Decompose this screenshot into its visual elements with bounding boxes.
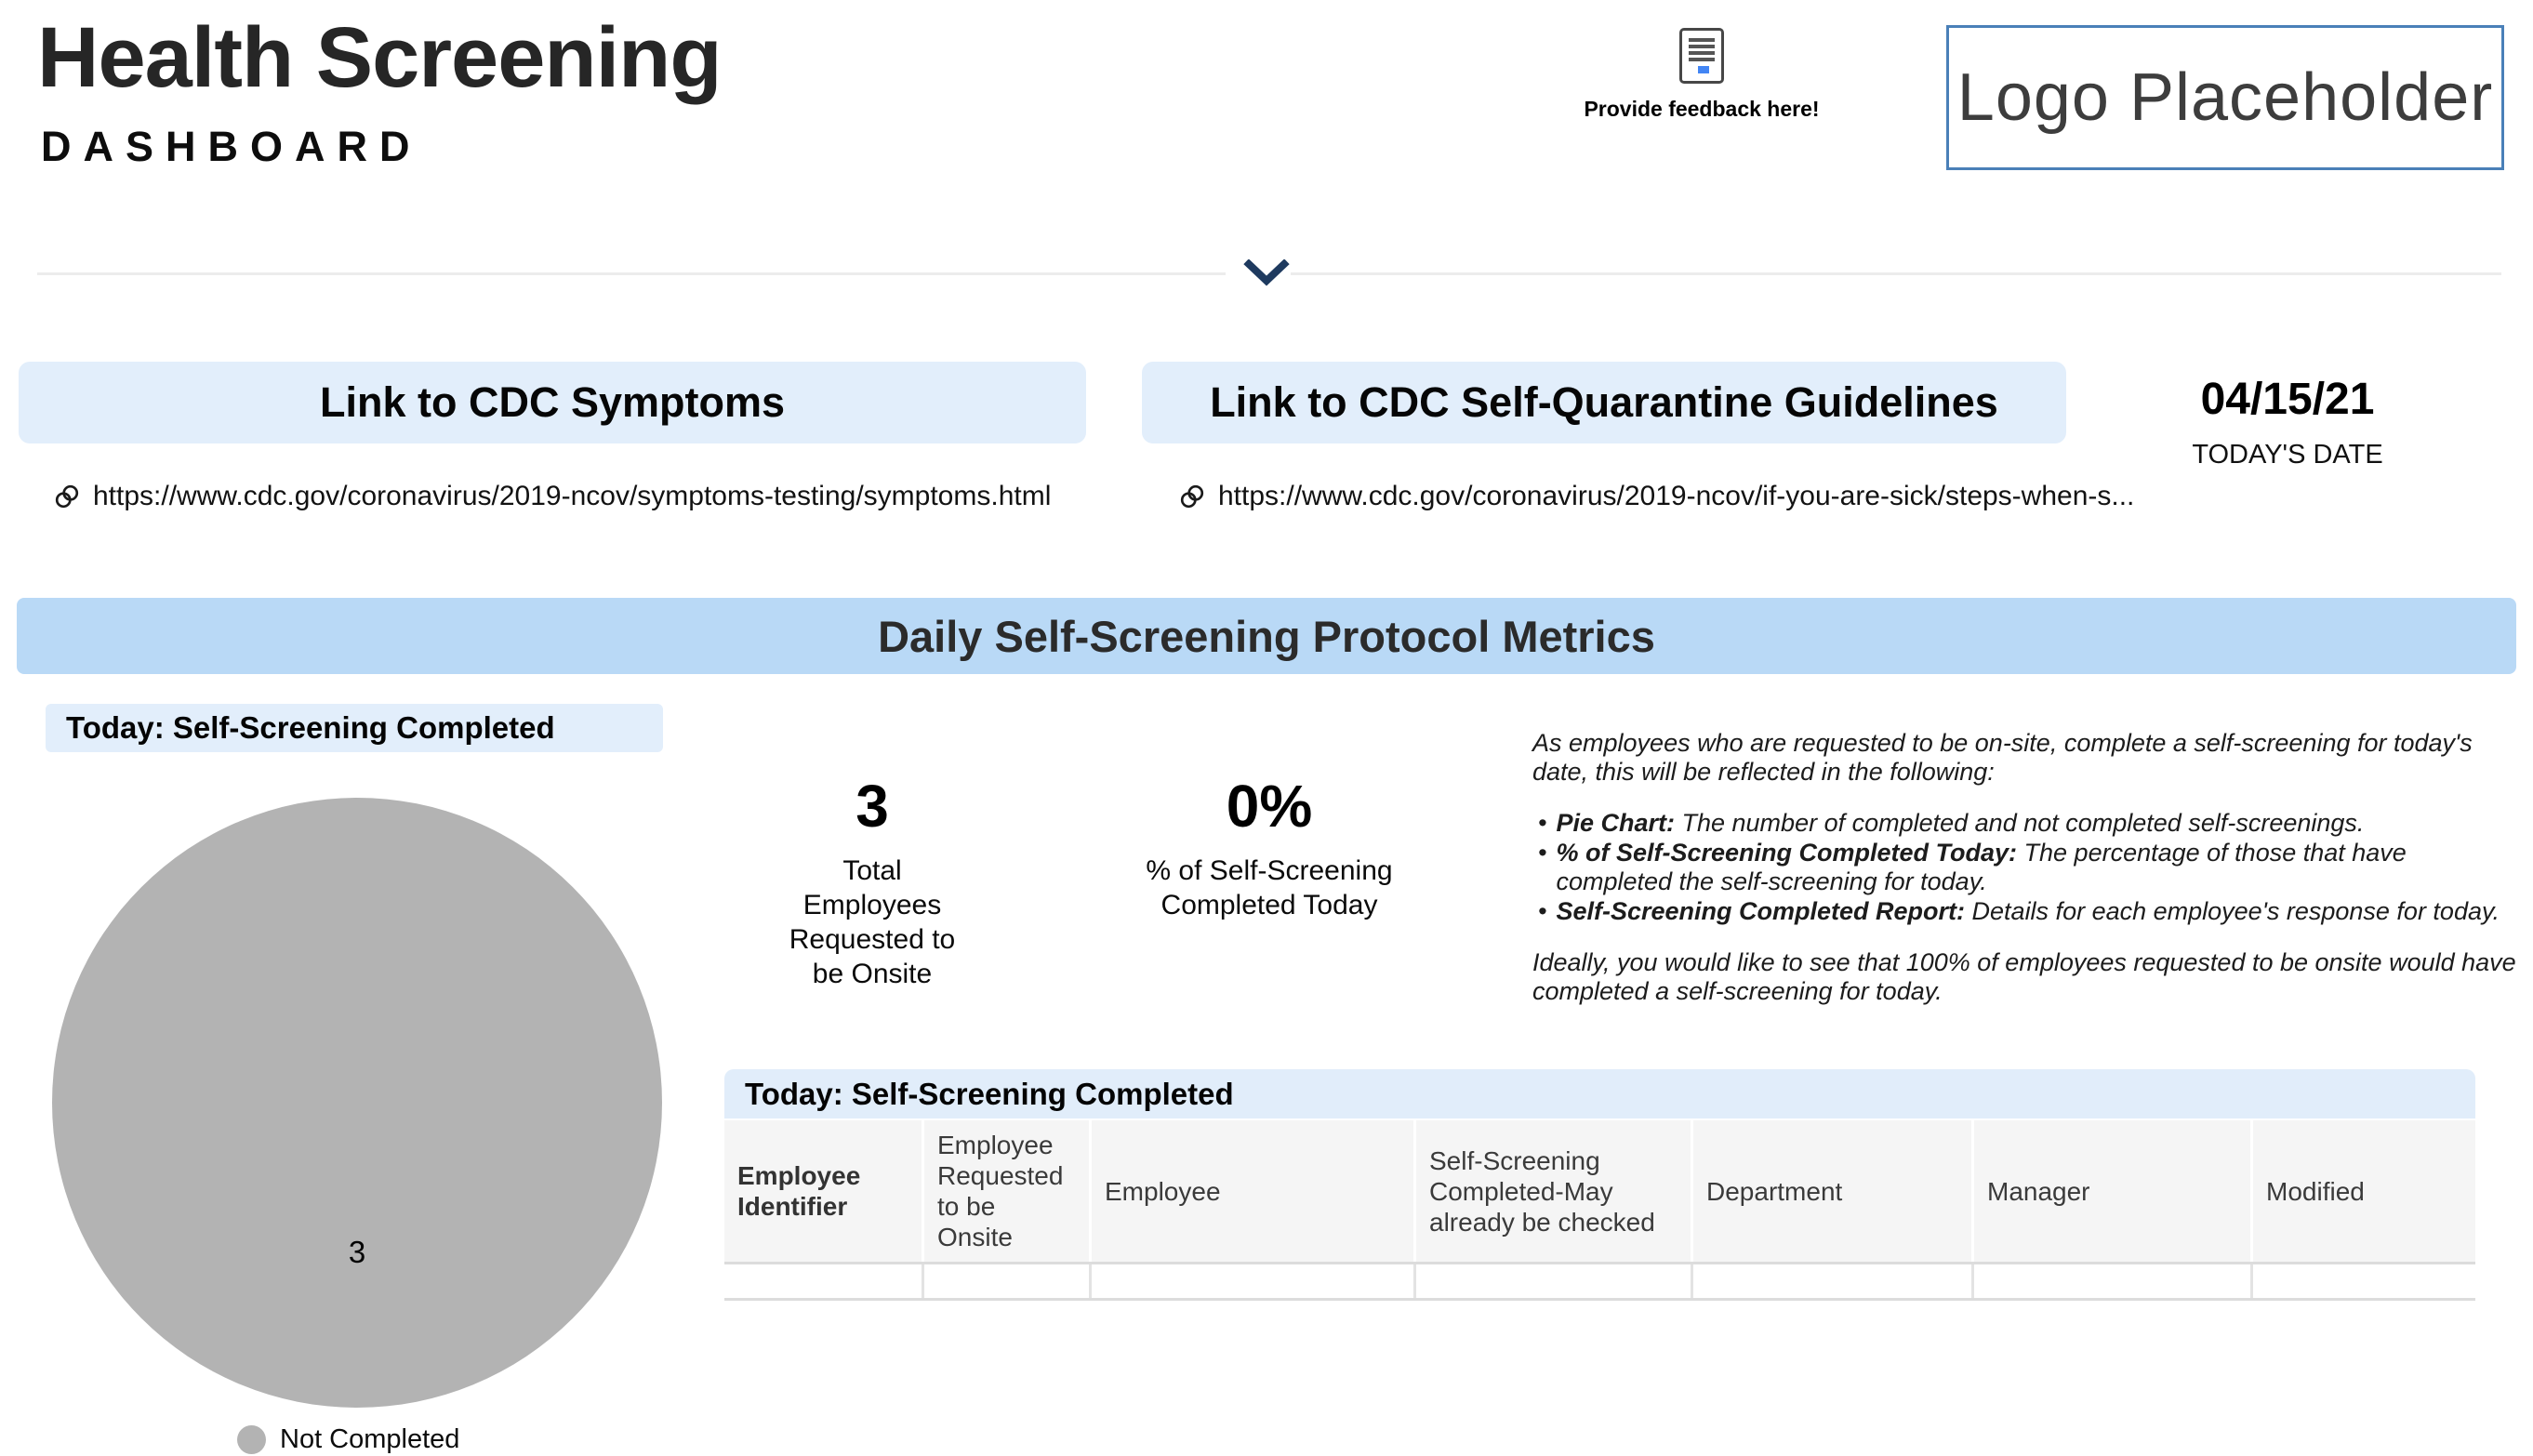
column-header-employee[interactable]: Employee <box>1092 1120 1413 1262</box>
collapse-toggle[interactable] <box>1243 259 1290 292</box>
chevron-down-icon <box>1243 259 1290 287</box>
link-icon <box>52 482 82 511</box>
metrics-banner <box>17 598 2516 674</box>
column-header-employee-requested-onsite[interactable]: Employee Requested to be Onsite <box>924 1120 1089 1262</box>
feedback-form-icon <box>1679 28 1724 84</box>
cdc-quarantine-button[interactable] <box>1142 362 2066 443</box>
page-title: Health Screening <box>37 10 722 105</box>
table-cell <box>1693 1264 1971 1298</box>
pie-slice-value-label: 3 <box>348 1235 366 1269</box>
pie-chart-slice-not-completed[interactable] <box>52 798 662 1408</box>
cdc-quarantine-url[interactable] <box>1177 478 2134 515</box>
pie-section-title: Today: Self-Screening Completed <box>66 710 555 745</box>
info-bullet: • Self-Screening Completed Report: Details for each employee's response for today. <box>1538 897 2500 925</box>
kpi-total-employees-value: 3 <box>855 773 889 840</box>
kpi-percent-completed-label: % of Self-Screening Completed Today <box>1146 855 1393 920</box>
column-header-department[interactable]: Department <box>1693 1120 1971 1262</box>
cdc-quarantine-button-label: Link to CDC Self-Quarantine Guidelines <box>1210 378 1998 426</box>
logo-placeholder-text: Logo Placeholder <box>1956 60 2494 135</box>
cdc-symptoms-button-label: Link to CDC Symptoms <box>319 378 786 426</box>
feedback-label: Provide feedback here! <box>1584 97 1820 121</box>
info-bullet-list <box>1538 809 2520 926</box>
table-cell <box>1416 1264 1691 1298</box>
link-icon <box>1177 482 1207 511</box>
kpi-percent-completed <box>1139 772 1399 922</box>
metrics-banner-title: Daily Self-Screening Protocol Metrics <box>878 611 1655 661</box>
divider-line <box>1291 272 2501 275</box>
table-cell <box>1092 1264 1413 1298</box>
logo-placeholder <box>1946 25 2504 170</box>
page-subtitle: DASHBOARD <box>41 123 422 170</box>
legend-swatch-not-completed <box>237 1425 266 1454</box>
pie-legend-item <box>237 1424 459 1455</box>
table-row <box>724 1264 2475 1301</box>
legend-label: Not Completed <box>280 1424 460 1454</box>
table-cell <box>924 1264 1089 1298</box>
todays-date-value: 04/15/21 <box>2200 375 2375 424</box>
kpi-total-employees-label: Total Employees Requested to be Onsite <box>789 855 956 989</box>
column-header-manager[interactable]: Manager <box>1974 1120 2250 1262</box>
column-header-modified[interactable]: Modified <box>2253 1120 2475 1262</box>
cdc-symptoms-url-text: https://www.cdc.gov/coronavirus/2019-ncov/symptoms-testing/symptoms.html <box>93 481 1052 511</box>
column-header-self-screening-completed[interactable]: Self-Screening Completed-May already be checked <box>1416 1120 1691 1262</box>
cdc-symptoms-url[interactable] <box>52 478 1051 515</box>
feedback-link[interactable] <box>1572 28 1832 122</box>
table-cell <box>724 1264 922 1298</box>
cdc-symptoms-button[interactable] <box>19 362 1086 443</box>
table-cell <box>2253 1264 2475 1298</box>
pie-section-header <box>46 704 663 752</box>
kpi-percent-completed-value: 0% <box>1226 773 1313 840</box>
table-cell <box>1974 1264 2250 1298</box>
info-outro: Ideally, you would like to see that 100% of employees requested to be onsite would have completed a self-screening for today. <box>1532 948 2516 1005</box>
todays-date-label: TODAY'S DATE <box>2192 440 2383 470</box>
info-intro: As employees who are requested to be on-site, complete a self-screening for today's date, this will be reflected in the following: <box>1532 729 2473 786</box>
info-bullet: • Pie Chart: The number of completed and not completed self-screenings. <box>1538 809 2365 837</box>
table-title-bar <box>724 1069 2475 1118</box>
cdc-quarantine-url-text: https://www.cdc.gov/coronavirus/2019-ncov/if-you-are-sick/steps-when-s... <box>1218 481 2135 511</box>
kpi-total-employees <box>770 772 975 991</box>
info-bullet: • % of Self-Screening Completed Today: The percentage of those that have completed the self-screening for today. <box>1538 839 2407 895</box>
self-screening-report-table <box>724 1069 2475 1301</box>
table-header-row <box>724 1120 2475 1264</box>
date-block <box>2167 374 2408 470</box>
info-text-block <box>1532 729 2520 1006</box>
column-header-employee-identifier[interactable]: Employee Identifier <box>724 1120 922 1262</box>
table-title: Today: Self-Screening Completed <box>745 1076 1234 1111</box>
divider-line <box>37 272 1226 275</box>
